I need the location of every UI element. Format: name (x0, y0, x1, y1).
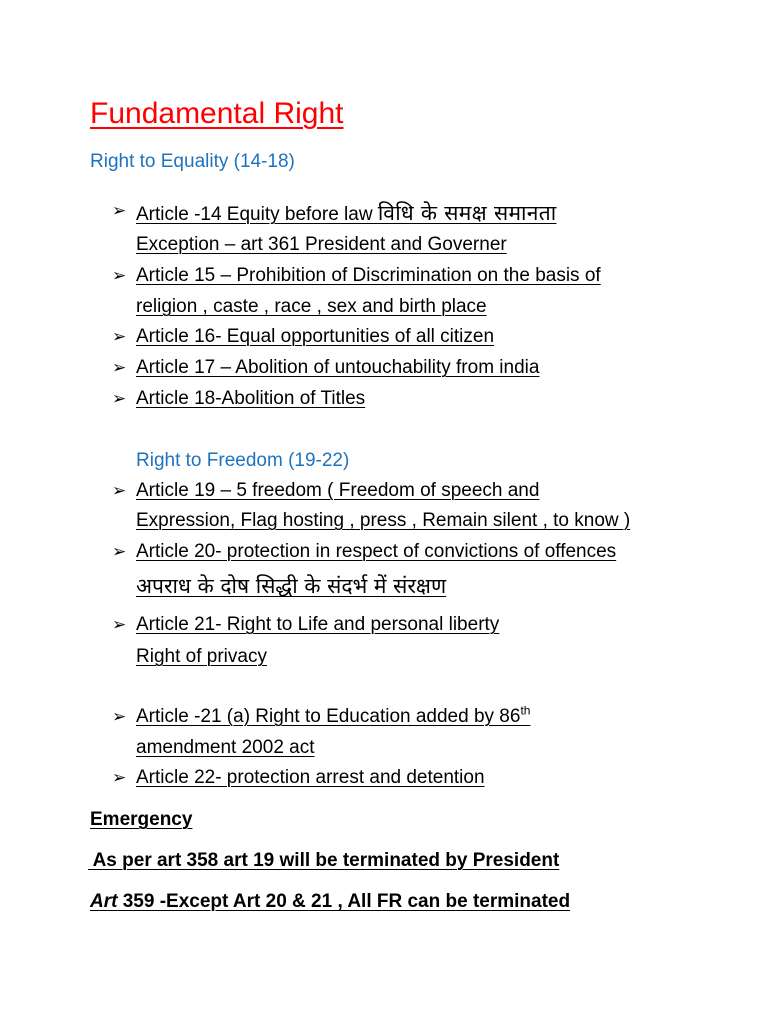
bullet-arrow-icon: ➢ (112, 542, 127, 562)
emergency-line-1: As per art 358 art 19 will be terminated by President (88, 850, 560, 871)
bullet-arrow-icon: ➢ (112, 358, 127, 378)
emergency-line-2-rest: 359 -Except Art 20 & 21 , All FR can be terminated (117, 891, 571, 912)
article-15-line-1: Article 15 – Prohibition of Discrimination on the basis of (136, 265, 601, 286)
bullet-arrow-icon: ➢ (112, 266, 127, 286)
ordinal-superscript: th (520, 703, 531, 718)
bullet-arrow-icon: ➢ (112, 327, 127, 347)
bullet-arrow-icon: ➢ (112, 201, 127, 221)
article-16-text: Article 16- Equal opportunities of all citizen (136, 326, 495, 347)
bullet-arrow-icon: ➢ (112, 389, 127, 409)
article-21a-line-2: amendment 2002 act (136, 737, 315, 758)
emergency-line-2 (90, 890, 570, 914)
article-22-text: Article 22- protection arrest and detention (136, 767, 485, 788)
section-heading-freedom: Right to Freedom (19-22) (136, 450, 350, 471)
article-21a-text: Article -21 (a) Right to Education added by 86 (136, 706, 521, 727)
article-15-line-2: religion , caste , race , sex and birth place (136, 296, 487, 317)
page-title: Fundamental Right (90, 97, 344, 130)
article-19-line-1: Article 19 – 5 freedom ( Freedom of speech and (136, 480, 540, 501)
article-20-hindi: अपराध के दोष सिद्धी के संदर्भ में संरक्षण (136, 574, 447, 598)
bullet-arrow-icon: ➢ (112, 481, 127, 501)
article-14-hindi: विधि के समक्ष समानता (377, 201, 557, 225)
section-heading-equality: Right to Equality (14-18) (90, 151, 295, 172)
article-19-line-2: Expression, Flag hosting , press , Remain silent , to know ) (136, 510, 631, 531)
article-14-text: Article -14 Equity before law (136, 204, 378, 225)
bullet-arrow-icon: ➢ (112, 768, 127, 788)
article-21-line-1: Article 21- Right to Life and personal liberty (136, 614, 500, 635)
article-17-text: Article 17 – Abolition of untouchability from india (136, 357, 540, 378)
bullet-arrow-icon: ➢ (112, 615, 127, 635)
article-14-exception: Exception – art 361 President and Governer (136, 234, 507, 255)
emergency-line-2-italic: Art (90, 891, 118, 912)
bullet-arrow-icon: ➢ (112, 707, 127, 727)
article-18-text: Article 18-Abolition of Titles (136, 388, 366, 409)
article-21-line-2: Right of privacy (136, 646, 267, 667)
article-20-text: Article 20- protection in respect of convictions of offences (136, 541, 617, 562)
emergency-heading: Emergency (90, 809, 193, 830)
